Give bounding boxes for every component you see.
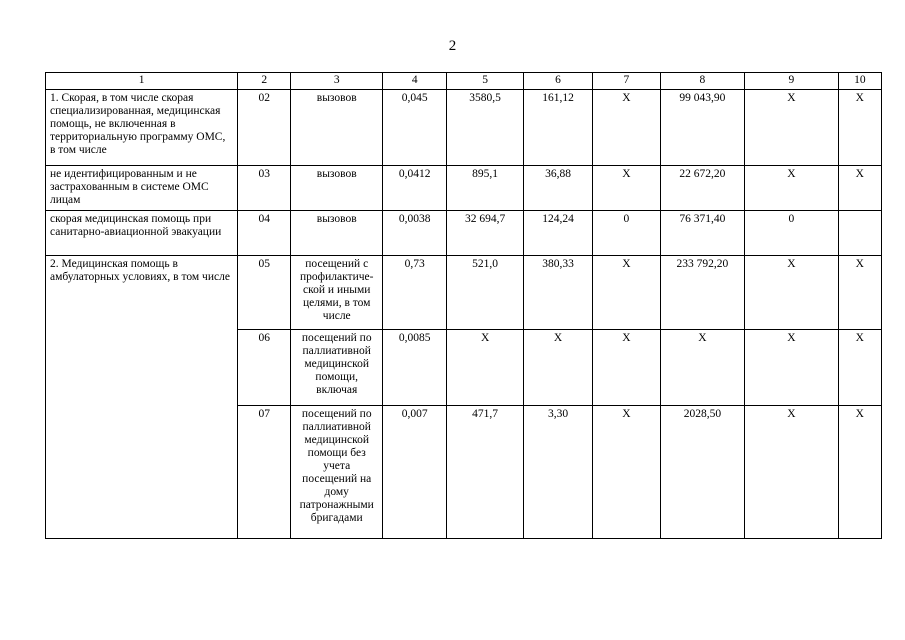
header-cell: 3 bbox=[291, 73, 383, 90]
table-cell: 3,30 bbox=[523, 406, 592, 539]
table-cell: 0,0085 bbox=[383, 330, 447, 406]
row-code-cell: 06 bbox=[238, 330, 291, 406]
table-cell: 76 371,40 bbox=[660, 211, 745, 256]
table-cell: X bbox=[523, 330, 592, 406]
table-cell: X bbox=[447, 330, 523, 406]
header-cell: 1 bbox=[46, 73, 238, 90]
table-cell: X bbox=[593, 166, 660, 211]
table-cell: 895,1 bbox=[447, 166, 523, 211]
table-row bbox=[46, 256, 882, 330]
row-code-cell: 05 bbox=[238, 256, 291, 330]
table-cell: 124,24 bbox=[523, 211, 592, 256]
table-cell: X bbox=[745, 256, 839, 330]
table-cell: X bbox=[838, 330, 881, 406]
data-table bbox=[45, 72, 882, 539]
row-name-cell: скорая медицинская помощь при санитарно-авиационной эвакуации bbox=[46, 211, 238, 256]
table-cell: 32 694,7 bbox=[447, 211, 523, 256]
row-unit-cell: вызовов bbox=[291, 166, 383, 211]
table-cell: 36,88 bbox=[523, 166, 592, 211]
table-cell: X bbox=[660, 330, 745, 406]
table-cell: 0,007 bbox=[383, 406, 447, 539]
row-unit-cell: посещений по паллиативной медицинской помощи, включая bbox=[291, 330, 383, 406]
table-cell: 0 bbox=[593, 211, 660, 256]
row-name-cell: не идентифицированным и не застрахованным в системе ОМС лицам bbox=[46, 166, 238, 211]
table-cell: X bbox=[838, 406, 881, 539]
table-row bbox=[46, 166, 882, 211]
table-cell: X bbox=[838, 90, 881, 166]
row-unit-cell: посещений по паллиативной медицинской помощи без учета посещений на дому патронажными бригадами bbox=[291, 406, 383, 539]
row-code-cell: 04 bbox=[238, 211, 291, 256]
table-cell: 0,73 bbox=[383, 256, 447, 330]
header-cell: 10 bbox=[838, 73, 881, 90]
table-cell: X bbox=[593, 330, 660, 406]
header-cell: 8 bbox=[660, 73, 745, 90]
table-cell: 0,0038 bbox=[383, 211, 447, 256]
table-cell: X bbox=[745, 90, 839, 166]
table-cell: X bbox=[838, 166, 881, 211]
table-cell: X bbox=[838, 256, 881, 330]
table-cell: X bbox=[745, 406, 839, 539]
row-name-cell: 1. Скорая, в том числе скорая специализированная, медицинская помощь, не включенная в территориальную программу ОМС, в том числе bbox=[46, 90, 238, 166]
header-cell: 5 bbox=[447, 73, 523, 90]
table-cell: 233 792,20 bbox=[660, 256, 745, 330]
table-cell: 3580,5 bbox=[447, 90, 523, 166]
table-cell: X bbox=[593, 256, 660, 330]
table-cell: 161,12 bbox=[523, 90, 592, 166]
table-cell: 471,7 bbox=[447, 406, 523, 539]
row-unit-cell: вызовов bbox=[291, 211, 383, 256]
row-unit-cell: вызовов bbox=[291, 90, 383, 166]
table-cell: 99 043,90 bbox=[660, 90, 745, 166]
table-cell: X bbox=[593, 406, 660, 539]
table-cell: X bbox=[593, 90, 660, 166]
table-cell: 0,045 bbox=[383, 90, 447, 166]
table-header-row bbox=[46, 73, 882, 90]
row-code-cell: 03 bbox=[238, 166, 291, 211]
table-cell: 521,0 bbox=[447, 256, 523, 330]
row-unit-cell: посещений с профилактиче-ской и иными целями, в том числе bbox=[291, 256, 383, 330]
table-cell: 22 672,20 bbox=[660, 166, 745, 211]
table-cell: X bbox=[745, 330, 839, 406]
header-cell: 4 bbox=[383, 73, 447, 90]
row-code-cell: 07 bbox=[238, 406, 291, 539]
header-cell: 7 bbox=[593, 73, 660, 90]
row-name-cell: 2. Медицинская помощь в амбулаторных условиях, в том числе bbox=[46, 256, 238, 539]
table-cell bbox=[838, 211, 881, 256]
table-cell: 0 bbox=[745, 211, 839, 256]
header-cell: 9 bbox=[745, 73, 839, 90]
header-cell: 2 bbox=[238, 73, 291, 90]
table-row bbox=[46, 90, 882, 166]
header-cell: 6 bbox=[523, 73, 592, 90]
page-number: 2 bbox=[448, 38, 457, 54]
table-cell: 380,33 bbox=[523, 256, 592, 330]
row-code-cell: 02 bbox=[238, 90, 291, 166]
table-cell: 2028,50 bbox=[660, 406, 745, 539]
table-cell: X bbox=[745, 166, 839, 211]
table-row bbox=[46, 211, 882, 256]
table-cell: 0,0412 bbox=[383, 166, 447, 211]
